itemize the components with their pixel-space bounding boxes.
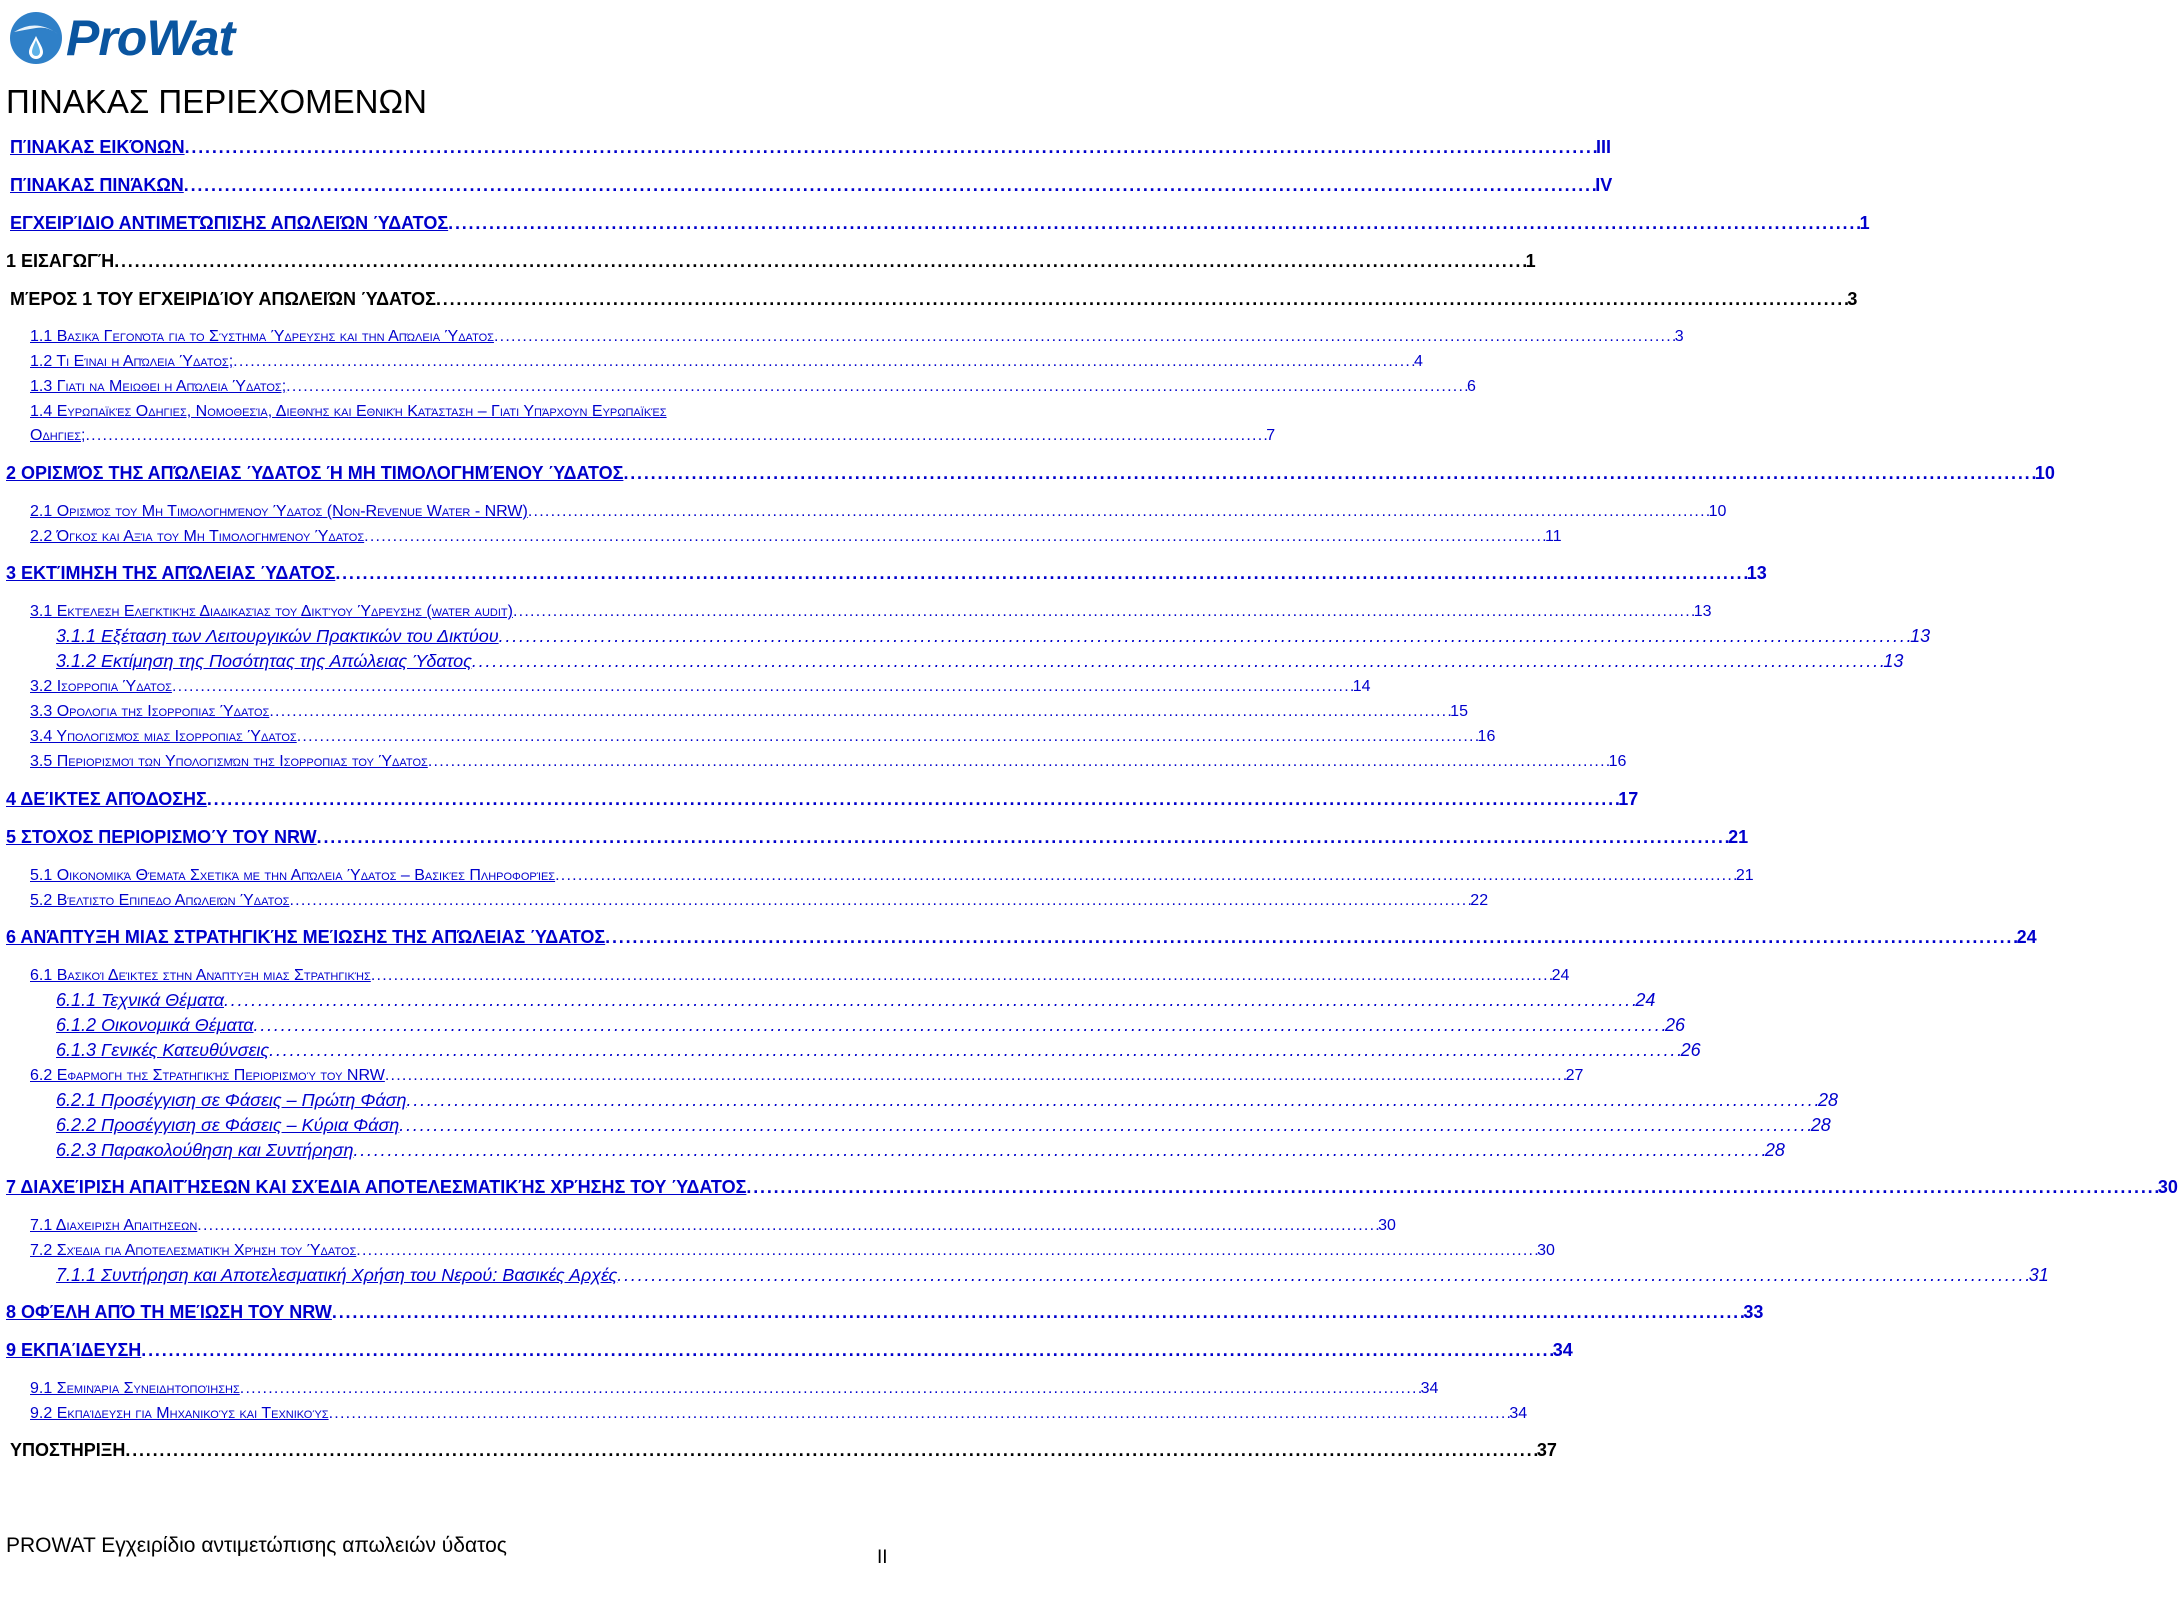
- toc-entry-text: 5 ΣΤΟΧΟΣ ΠΕΡΙΟΡΙΣΜΟΎ ΤΟΥ NRW: [6, 827, 317, 847]
- toc-entry-3-1-2[interactable]: [56, 648, 1904, 672]
- toc-entry-page: 30: [2157, 1177, 2178, 1197]
- toc-entry-manual[interactable]: [6, 210, 1870, 234]
- footer-text: PROWAT Εγχειρίδιο αντιμετώπισης απωλειών ύδατος: [6, 1534, 507, 1557]
- toc-entry-page: 34: [1509, 1405, 1528, 1422]
- toc-entry-text: 6.1.3 Γενικές Κατευθύνσεις: [56, 1040, 270, 1060]
- toc-entry-page: 1: [1525, 251, 1536, 271]
- toc-entry-page: 30: [1378, 1217, 1396, 1234]
- toc-entry-text: 9.2 Εκπαίδευση για Μηχανικούς και Τεχνικούς: [30, 1405, 329, 1422]
- toc-entry-7-1[interactable]: [30, 1213, 1396, 1235]
- toc-entry-text: ΜΈΡΟΣ 1 ΤΟΥ ΕΓΧΕΙΡΙΔΊΟΥ ΑΠΩΛΕΙΏΝ ΎΔΑΤΟΣ: [10, 289, 436, 309]
- toc-entry-page: 10: [2034, 463, 2055, 483]
- toc-entry-text: 4 ΔΕΊΚΤΕΣ ΑΠΌΔΟΣΗΣ: [6, 789, 207, 809]
- toc-entry-page: 34: [1420, 1380, 1439, 1397]
- toc-entry-text: 1.2 Τι Είναι η Απώλεια Ύδατος;: [30, 353, 234, 370]
- toc-entry-page: 30: [1537, 1242, 1555, 1259]
- toc-entry-text: 3.1.2 Εκτίμηση της Ποσότητας της Απώλειας Ύδατος: [56, 651, 472, 671]
- toc-entry-page: 13: [1693, 603, 1712, 620]
- toc-entry-text: 9.1 Σεμινάρια Συνειδητοποίησης: [30, 1380, 240, 1397]
- toc-entry-page: 24: [1551, 967, 1570, 984]
- toc-entry-tables[interactable]: [6, 172, 1613, 196]
- toc-entry-page: 24: [2016, 927, 2037, 947]
- toc-entry-page: 26: [1680, 1040, 1701, 1060]
- toc-entry-text: ΠΊΝΑΚΑΣ ΕΙΚΌΝΩΝ: [10, 137, 185, 157]
- toc-entry-page: 33: [1743, 1302, 1764, 1322]
- toc-entry-6[interactable]: [6, 924, 2037, 948]
- toc-entry-text: 3.1.1 Εξέταση των Λειτουργικών Πρακτικών του Δικτύου: [56, 626, 499, 646]
- toc-entry-text: 3.1 Εκτέλεση Ελεγκτικής Διαδικασίας του Δικτύου Ύδρευσης (water audit): [30, 603, 513, 620]
- toc-entry-page: 17: [1618, 789, 1639, 809]
- toc-entry-6-2[interactable]: [30, 1063, 1584, 1085]
- toc-entry-1-4-cont[interactable]: [30, 423, 1276, 445]
- toc-entry-text: 2.1 Ορισμός του Μη Τιμολογημένου Ύδατος (Non-Revenue Water - NRW): [30, 503, 528, 520]
- toc-entry-text: 6 ΑΝΆΠΤΥΞΗ ΜΙΑΣ ΣΤΡΑΤΗΓΙΚΉΣ ΜΕΊΩΣΗΣ ΤΗΣ ΑΠΏΛΕΙΑΣ ΎΔΑΤΟΣ: [6, 927, 606, 947]
- toc-entry-6-1-3[interactable]: [56, 1037, 1701, 1061]
- toc-entry-text: 6.2.3 Παρακολούθηση και Συντήρηση: [56, 1140, 354, 1160]
- water-drop-icon: [8, 10, 64, 66]
- toc-entry-5-2[interactable]: [30, 888, 1489, 910]
- toc-entry-text: 3 ΕΚΤΊΜΗΣΗ ΤΗΣ ΑΠΏΛΕΙΑΣ ΎΔΑΤΟΣ: [6, 563, 336, 583]
- toc-entry-3-4[interactable]: [30, 724, 1496, 746]
- toc-entry-7-1-1[interactable]: [56, 1262, 2049, 1286]
- toc-entry-8[interactable]: [6, 1299, 1764, 1323]
- toc-entry-text: Οδηγιες;: [30, 427, 86, 444]
- toc-entry-6-2-2[interactable]: [56, 1112, 1831, 1136]
- toc-entry-page: 3: [1674, 328, 1684, 345]
- toc-entry-3[interactable]: [6, 560, 1767, 584]
- toc-entry-4[interactable]: [6, 786, 1639, 810]
- toc-entry-1-3[interactable]: [30, 374, 1476, 396]
- toc-entry-text: 6.1 Βασικοί Δείκτες στην Ανάπτυξη μιας Στρατηγικής: [30, 967, 371, 984]
- toc-entry-page: 26: [1664, 1015, 1685, 1035]
- toc-entry-page: 1: [1859, 213, 1870, 233]
- toc-entry-page: 21: [1728, 827, 1749, 847]
- toc-entry-text: ΠΊΝΑΚΑΣ ΠΙΝΆΚΩΝ: [10, 175, 184, 195]
- toc-entry-page: 15: [1450, 703, 1468, 720]
- toc-entry-text: 7 ΔΙΑΧΕΊΡΙΣΗ ΑΠΑΙΤΉΣΕΩΝ ΚΑΙ ΣΧΈΔΙΑ ΑΠΟΤΕΛΕΣΜΑΤΙΚΉΣ ΧΡΉΣΗΣ ΤΟΥ ΎΔΑΤΟΣ: [6, 1177, 747, 1197]
- toc-entry-text: 1.3 Γιατι να Μειωθει η Απώλεια Ύδατος;: [30, 378, 287, 395]
- toc-entry-text: 7.2 Σχέδια για Αποτελεσματική Χρήση του Ύδατος: [30, 1242, 357, 1259]
- toc-entry-page: 27: [1565, 1067, 1584, 1084]
- toc-entry-text: 5.1 Οικονομικά Θέματα Σχετικά με την Απώλεια Ύδατος – Βασικές Πληροφορίες: [30, 867, 556, 884]
- toc-entry-text: 6.1.1 Τεχνικά Θέματα: [56, 990, 224, 1010]
- toc-entry-text: 1.4 Ευρωπαϊκές Οδηγιες, Νομοθεσία, Διεθνής και Εθνική Κατάσταση – Γιατι Υπάρχουν Ευρωπαϊκές: [30, 403, 667, 420]
- toc-entry-page: 3: [1847, 289, 1858, 309]
- toc-entry-6-1-2[interactable]: [56, 1012, 1685, 1036]
- toc-entry-text: 3.4 Υπολογισμός μιας Ισορροπιας Ύδατος: [30, 728, 297, 745]
- toc-entry-page: 21: [1735, 867, 1754, 884]
- toc-entry-page: 13: [1910, 626, 1931, 646]
- toc-entry-1-4[interactable]: [30, 399, 936, 421]
- toc-entry-text: 6.1.2 Οικονομικά Θέματα: [56, 1015, 254, 1035]
- toc-entry-page: 6: [1466, 378, 1476, 395]
- toc-entry-text: 8 ΟΦΈΛΗ ΑΠΌ ΤΗ ΜΕΊΩΣΗ ΤΟΥ NRW: [6, 1302, 332, 1322]
- toc-entry-6-1-1[interactable]: [56, 987, 1656, 1011]
- toc-entry-text: 3.2 Ισορροπια Ύδατος: [30, 678, 172, 695]
- toc-entry-page: III: [1596, 137, 1612, 157]
- toc-entry-text: ΕΓΧΕΙΡΊΔΙΟ ΑΝΤΙΜΕΤΏΠΙΣΗΣ ΑΠΩΛΕΙΏΝ ΎΔΑΤΟΣ: [10, 213, 449, 233]
- toc-entry-6-2-3[interactable]: [56, 1137, 1785, 1161]
- toc-entry-text: 9 ΕΚΠΑΊΔΕΥΣΗ: [6, 1340, 142, 1360]
- toc-entry-text: ΥΠΟΣΤΗΡΙΞΗ: [10, 1440, 126, 1460]
- toc-entry-support[interactable]: [6, 1437, 1557, 1461]
- toc-entry-5[interactable]: [6, 824, 1749, 848]
- toc-entry-page: 28: [1764, 1140, 1785, 1160]
- toc-entry-page: 14: [1352, 678, 1371, 695]
- logo-text: ProWat: [66, 10, 235, 66]
- toc-entry-text: 2.2 Όγκος και Αξία του Μη Τιμολογημένου Ύδατος: [30, 528, 365, 545]
- toc-entry-1-1[interactable]: [30, 324, 1684, 346]
- toc-entry-page: 34: [1552, 1340, 1573, 1360]
- page-title: ΠΙΝΑΚΑΣ ΠΕΡΙΕΧΟΜΕΝΩΝ: [6, 83, 427, 120]
- toc-entry-text: 7.1.1 Συντήρηση και Αποτελεσματική Χρήση του Νερού: Βασικές Αρχές: [56, 1265, 618, 1285]
- toc-entry-2-2[interactable]: [30, 524, 1562, 546]
- toc-entry-7[interactable]: [6, 1174, 2178, 1198]
- toc-entry-text: 6.2 Εφαρμογη της Στρατηγικής Περιορισμού του NRW: [30, 1067, 385, 1084]
- toc-entry-page: 16: [1608, 753, 1627, 770]
- toc-entry-page: 28: [1817, 1090, 1838, 1110]
- toc-entry-text: 3.5 Περιορισμοί των Υπολογισμών της Ισορροπιας του Ύδατος: [30, 753, 428, 770]
- toc-entry-page: 24: [1635, 990, 1656, 1010]
- toc-entry-page: IV: [1595, 175, 1613, 195]
- toc-entry-6-1[interactable]: [30, 963, 1570, 985]
- toc-entry-page: 13: [1746, 563, 1767, 583]
- toc-entry-figures[interactable]: [6, 134, 1612, 158]
- toc-entry-text: 6.2.2 Προσέγγιση σε Φάσεις – Κύρια Φάση: [56, 1115, 400, 1135]
- toc-entry-1[interactable]: [6, 248, 1536, 272]
- toc-entry-9-2[interactable]: [30, 1401, 1528, 1423]
- toc-entry-2[interactable]: [6, 460, 2055, 484]
- toc-entry-page: 28: [1810, 1115, 1831, 1135]
- toc-entry-3-5[interactable]: [30, 749, 1627, 771]
- toc-entry-6-2-1[interactable]: [56, 1087, 1838, 1111]
- toc-entry-5-1[interactable]: [30, 863, 1754, 885]
- toc-entry-page: 37: [1536, 1440, 1557, 1460]
- toc-entry-7-2[interactable]: [30, 1238, 1555, 1260]
- toc-entry-page: 7: [1266, 427, 1276, 444]
- prowat-logo: [8, 10, 234, 66]
- toc-entry-text: 5.2 Βέλτιστο Επιπεδο Απωλειών Ύδατος: [30, 892, 290, 909]
- toc-entry-page: 13: [1883, 651, 1904, 671]
- toc-entry-9-1[interactable]: [30, 1376, 1439, 1398]
- toc-entry-page: 11: [1544, 528, 1562, 545]
- toc-entry-9[interactable]: [6, 1337, 1573, 1361]
- toc-entry-3-2[interactable]: [30, 674, 1371, 696]
- toc-entry-page: 4: [1413, 353, 1423, 370]
- toc-entry-page: 31: [2028, 1265, 2049, 1285]
- toc-entry-part-1[interactable]: [6, 286, 1858, 310]
- toc-entry-text: 6.2.1 Προσέγγιση σε Φάσεις – Πρώτη Φάση: [56, 1090, 407, 1110]
- toc-entry-text: 1 ΕΙΣΑΓΩΓΉ: [6, 251, 115, 271]
- page-number: II: [877, 1547, 888, 1568]
- toc-entry-2-1[interactable]: [30, 499, 1727, 521]
- toc-entry-3-1-1[interactable]: [56, 623, 1931, 647]
- toc-entry-3-1[interactable]: [30, 599, 1712, 621]
- toc-entry-page: 16: [1477, 728, 1496, 745]
- toc-entry-3-3[interactable]: [30, 699, 1468, 721]
- toc-entry-text: 1.1 Βασικά Γεγονότα για το Σύστημα Ύδρευσης και την Απώλεια Ύδατος: [30, 328, 494, 345]
- toc-entry-page: 10: [1708, 503, 1727, 520]
- toc-entry-text: 7.1 Διαχειριση Απαιτησεων: [30, 1217, 198, 1234]
- toc-entry-text: 3.3 Ορολογια της Ισορροπιας Ύδατος: [30, 703, 270, 720]
- toc-entry-page: 22: [1470, 892, 1489, 909]
- toc-entry-1-2[interactable]: [30, 349, 1423, 371]
- toc-entry-text: 2 ΟΡΙΣΜΌΣ ΤΗΣ ΑΠΏΛΕΙΑΣ ΎΔΑΤΟΣ Ή ΜΗ ΤΙΜΟΛΟΓΗΜΈΝΟΥ ΎΔΑΤΟΣ: [6, 463, 624, 483]
